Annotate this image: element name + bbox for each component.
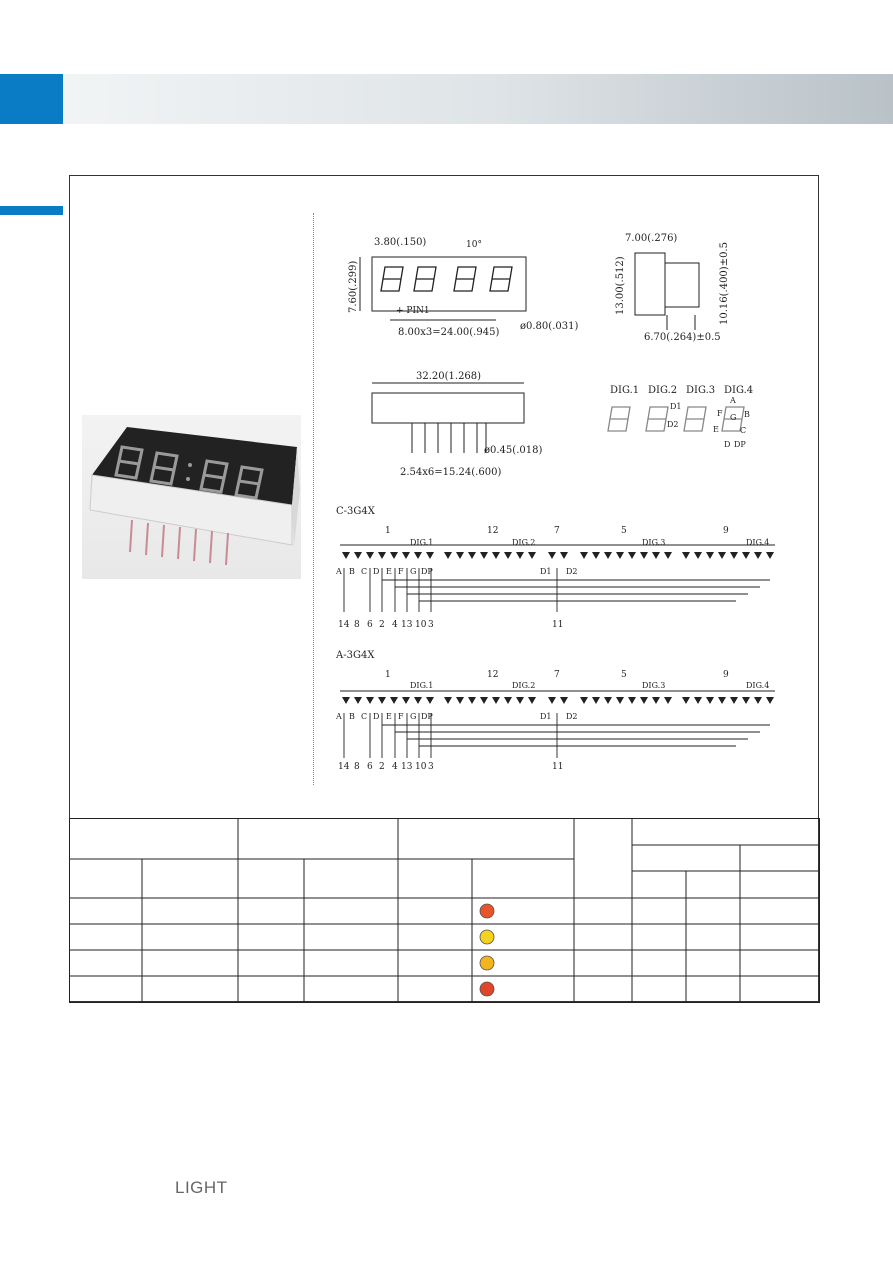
dim-length: 32.20(1.268)	[416, 371, 482, 382]
dim-slant: 10°	[466, 240, 482, 250]
color-dot-2	[480, 930, 494, 944]
c2-seg-a: A	[336, 712, 342, 721]
c1-dig2: DIG.2	[512, 538, 536, 547]
c2-d1: D1	[540, 712, 552, 721]
dig2-label: DIG.2	[648, 385, 678, 396]
seg-label-g: G	[730, 413, 737, 422]
seg-label-dp: DP	[734, 440, 746, 449]
dim-depth: 7.00(.276)	[625, 233, 678, 244]
spec-table	[69, 818, 820, 1003]
c1-dig3: DIG.3	[642, 538, 666, 547]
c2-dig3: DIG.3	[642, 681, 666, 690]
c1-pin-top-4: 5	[621, 526, 627, 536]
c1-pin-top-1: 1	[385, 526, 391, 536]
c1-pin-b4: 2	[379, 620, 385, 630]
c2-seg-e: E	[386, 712, 392, 721]
c1-d2: D2	[566, 567, 578, 576]
c1-pin-b1: 14	[338, 620, 350, 630]
c1-pin-top-2: 12	[487, 526, 499, 536]
c2-pin-b4: 2	[379, 762, 385, 772]
c2-seg-d: D	[373, 712, 380, 721]
header-accent-tab	[0, 74, 63, 124]
c1-pin-b6: 13	[401, 620, 413, 630]
side-accent-tab	[0, 206, 63, 215]
c2-pin-center: 11	[552, 762, 564, 772]
c2-seg-dp: DP	[421, 712, 433, 721]
dim-pin-diameter: ø0.45(.018)	[484, 445, 543, 456]
footer-brand: LIGHT	[175, 1178, 228, 1197]
dig3-label: DIG.3	[686, 385, 716, 396]
color-dot-1	[480, 904, 494, 918]
c2-pin-b1: 14	[338, 762, 350, 772]
c1-pin-top-5: 9	[723, 526, 729, 536]
front-view	[360, 257, 526, 320]
c1-pin-b7: 10	[415, 620, 427, 630]
c2-pin-top-4: 5	[621, 670, 627, 680]
dim-body-depth: 6.70(.264)±0.5	[644, 332, 721, 343]
c2-pin-b7: 10	[415, 762, 427, 772]
c2-pin-b3: 6	[367, 762, 373, 772]
c1-pin-b2: 8	[354, 620, 360, 630]
c2-dig2: DIG.2	[512, 681, 536, 690]
dim-pin-length: 10.16(.400)±0.5	[719, 242, 730, 325]
c1-seg-d: D	[373, 567, 380, 576]
c2-dig4: DIG.4	[746, 681, 770, 690]
header-bar	[0, 74, 893, 124]
dim-digit-width: 3.80(.150)	[374, 237, 427, 248]
bottom-view	[372, 383, 524, 453]
c1-seg-g: G	[410, 567, 417, 576]
dig1-label: DIG.1	[610, 385, 640, 396]
seg-label-f: F	[717, 409, 723, 418]
c2-seg-c: C	[361, 712, 368, 721]
c1-seg-c: C	[361, 567, 368, 576]
c1-d1: D1	[540, 567, 552, 576]
c1-pin-b3: 6	[367, 620, 373, 630]
circuit-1-title: C-3G4X	[336, 506, 375, 517]
seg-label-d2: D2	[667, 420, 679, 429]
seg-label-d1: D1	[670, 402, 682, 411]
c2-pin-top-3: 7	[554, 670, 560, 680]
c1-dig4: DIG.4	[746, 538, 770, 547]
seg-label-e: E	[713, 425, 719, 434]
c1-seg-e: E	[386, 567, 392, 576]
dim-pin-pitch: 2.54x6=15.24(.600)	[400, 467, 502, 478]
c2-pin-top-1: 1	[385, 670, 391, 680]
c1-dig1: DIG.1	[410, 538, 434, 547]
c2-pin-b6: 13	[401, 762, 413, 772]
c2-seg-b: B	[349, 712, 355, 721]
dig4-label: DIG.4	[724, 385, 754, 396]
product-photo	[82, 415, 301, 579]
seg-label-b: B	[744, 410, 750, 419]
circuit-2-title: A-3G4X	[336, 650, 375, 661]
seg-label-d: D	[724, 440, 731, 449]
c2-pin-b8: 3	[428, 762, 434, 772]
pin1-label: + PIN1	[396, 306, 430, 316]
c2-pin-top-5: 9	[723, 670, 729, 680]
c2-seg-f: F	[398, 712, 404, 721]
c2-d2: D2	[566, 712, 578, 721]
c1-pin-center: 11	[552, 620, 564, 630]
seg-label-c: C	[740, 426, 747, 435]
c1-seg-dp: DP	[421, 567, 433, 576]
dim-pitch: 8.00x3=24.00(.945)	[398, 327, 500, 338]
c2-seg-g: G	[410, 712, 417, 721]
color-dot-3	[480, 956, 494, 970]
c2-pin-b2: 8	[354, 762, 360, 772]
circuit-1-diodes	[342, 552, 774, 559]
seg-label-a: A	[730, 396, 736, 405]
dim-height: 7.60(.299)	[348, 260, 359, 313]
c1-seg-b: B	[349, 567, 355, 576]
c1-seg-f: F	[398, 567, 404, 576]
c1-pin-b5: 4	[392, 620, 398, 630]
color-dot-4	[480, 982, 494, 996]
technical-drawings	[330, 225, 820, 785]
dim-side-height: 13.00(.512)	[615, 256, 626, 315]
side-view	[635, 253, 699, 330]
c1-pin-top-3: 7	[554, 526, 560, 536]
c2-pin-top-2: 12	[487, 670, 499, 680]
dim-dot: ø0.80(.031)	[520, 321, 579, 332]
c2-pin-b5: 4	[392, 762, 398, 772]
c1-pin-b8: 3	[428, 620, 434, 630]
c2-dig1: DIG.1	[410, 681, 434, 690]
circuit-2-diodes	[342, 697, 774, 704]
column-divider	[313, 213, 314, 785]
c1-seg-a: A	[336, 567, 342, 576]
